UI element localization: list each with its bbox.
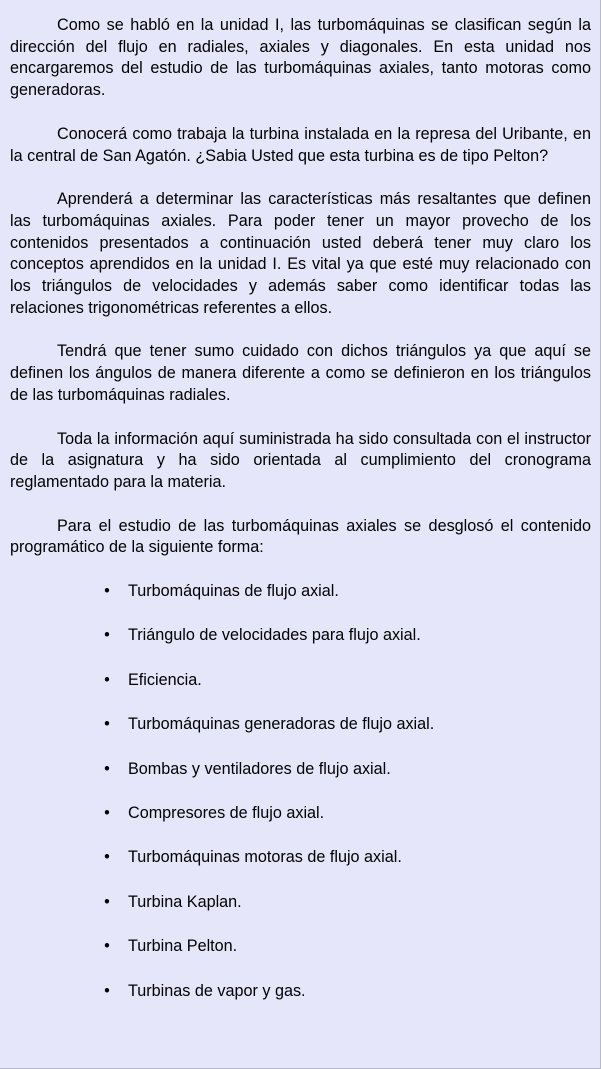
list-item <box>10 759 591 779</box>
paragraph-uribante: Conocerá como trabaja la turbina instalada en la represa del Uribante, en la central de San Agatón. ¿Sabia Usted que esta turbina es de tipo Pelton? <box>10 124 591 165</box>
list-item <box>10 581 591 601</box>
list-item-label: Turbomáquinas motoras de flujo axial. <box>128 848 402 867</box>
list-item-label: Eficiencia. <box>128 670 202 689</box>
list-item-label: Compresores de flujo axial. <box>128 804 325 823</box>
bullet-icon: • <box>104 804 110 823</box>
paragraph-triangles: Tendrá que tener sumo cuidado con dichos triángulos ya que aquí se definen los ángulos de manera diferente a como se definieron en los triángulos de las turbomáquinas radiales. <box>10 342 591 404</box>
paragraph-information: Toda la información aquí suministrada ha sido consultada con el instructor de la asignatura y ha sido orientada al cumplimiento del cronograma reglamentado para la materia. <box>10 429 591 491</box>
list-item <box>10 936 591 956</box>
list-item-label: Turbina Kaplan. <box>128 892 242 911</box>
list-item <box>10 847 591 867</box>
paragraph-characteristics: Aprenderá a determinar las características más resaltantes que definen las turbomáquinas axiales. Para poder tener un mayor provecho de los contenidos presentados a continuación usted deberá tener muy claro los conceptos aprendidos en la unidad I. Es vital ya que esté muy relacionado con los triángulos de velocidades y además saber como identificar todas las relaciones trigonométricas referentes a ellos. <box>10 190 591 317</box>
list-item <box>10 625 591 645</box>
list-item <box>10 981 591 1001</box>
bullet-icon: • <box>104 759 110 778</box>
list-item-label: Triángulo de velocidades para flujo axial. <box>128 626 421 645</box>
bullet-icon: • <box>104 715 110 734</box>
list-item-label: Turbomáquinas de flujo axial. <box>128 582 339 601</box>
bullet-icon: • <box>104 848 110 867</box>
list-item-label: Turbina Pelton. <box>128 937 238 956</box>
document-body <box>10 15 591 1025</box>
bullet-icon: • <box>104 626 110 645</box>
bullet-icon: • <box>104 670 110 689</box>
list-item-label: Bombas y ventiladores de flujo axial. <box>128 759 391 778</box>
list-item <box>10 714 591 734</box>
list-item-label: Turbomáquinas generadoras de flujo axial. <box>128 715 435 734</box>
bullet-icon: • <box>104 582 110 601</box>
paragraph-content-intro: Para el estudio de las turbomáquinas axiales se desglosó el contenido programático de la siguiente forma: <box>10 516 591 557</box>
topic-list <box>10 581 591 1001</box>
list-item <box>10 892 591 912</box>
list-item <box>10 670 591 690</box>
bullet-icon: • <box>104 981 110 1000</box>
bullet-icon: • <box>104 892 110 911</box>
bullet-icon: • <box>104 937 110 956</box>
list-item <box>10 803 591 823</box>
paragraph-intro: Como se habló en la unidad I, las turbomáquinas se clasifican según la dirección del flujo en radiales, axiales y diagonales. En esta unidad nos encargaremos del estudio de las turbomáquinas axiales, tanto motoras como generadoras. <box>10 16 591 100</box>
list-item-label: Turbinas de vapor y gas. <box>128 981 306 1000</box>
